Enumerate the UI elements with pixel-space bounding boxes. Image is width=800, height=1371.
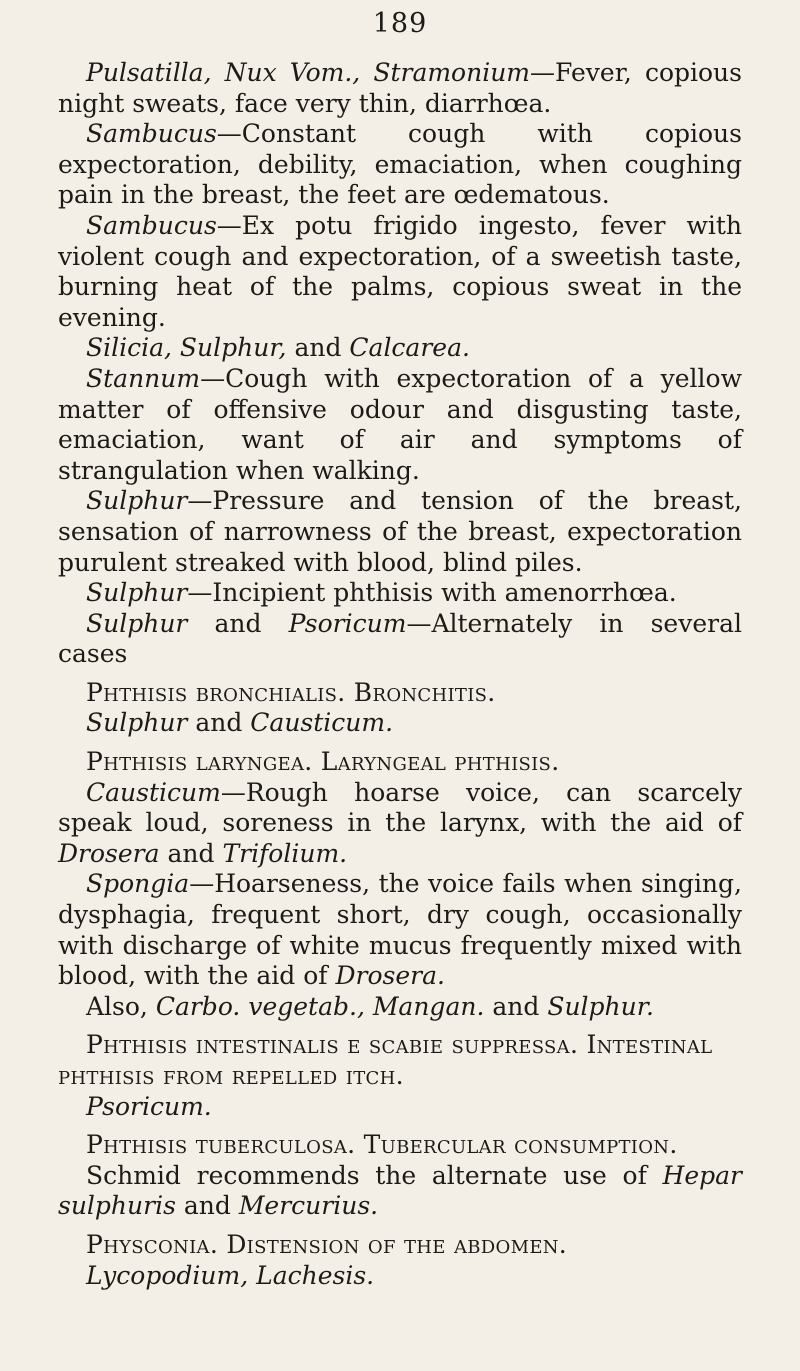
remedy-name: Causticum. (250, 708, 394, 738)
entry-text: —Cough with expectoration of a yellow matter of offensive odour and disgusting taste, emaciation, want of air and symptoms of strangulation when walking. (58, 363, 742, 485)
remedy-name: Sulphur (86, 608, 188, 638)
remedy-name: Mercurius. (238, 1191, 379, 1221)
entry-sambucus-1 (58, 119, 742, 211)
entry-sulphur-1 (58, 486, 742, 578)
section-heading-bronchitis: Phthisis bronchialis. Bronchitis. (86, 677, 496, 707)
entry-text: —Ex potu frigido ingesto, fever with violent cough and expectoration, of a sweetish taste, burning heat of the palms, copious sweat in the evening. (58, 210, 742, 332)
page-number: 189 (372, 8, 428, 39)
entry-silicia (58, 333, 742, 364)
conjunction: and (187, 708, 251, 738)
entry-text: —Constant cough with copious expectoration, debility, emaciation, when coughing pain in the breast, the feet are œdematous. (58, 119, 742, 210)
conjunction: and (175, 1191, 239, 1221)
conjunction: and (187, 608, 289, 638)
remedy-name: Sulphur (86, 708, 188, 738)
remedy-name: Calcarea. (349, 333, 470, 363)
section-heading-intestinal: Phthisis intestinalis e scabie suppressa. Intestinal phthisis from repelled itch. (58, 1030, 713, 1090)
remedy-name: Carbo. vegetab., Mangan. (155, 991, 485, 1021)
remedy-name: Psoricum (288, 608, 407, 638)
entry-pulsatilla (58, 58, 742, 119)
remedy-name: Drosera. (335, 961, 445, 991)
remedy-name: Trifolium. (222, 838, 348, 868)
entry-sulphur-psoricum (58, 609, 742, 670)
entry-text: Schmid recommends the alternate use of (86, 1160, 663, 1190)
remedy-name: Sambucus (86, 210, 217, 240)
conjunction: and (484, 991, 548, 1021)
conjunction: and (159, 838, 223, 868)
entry-sulphur-causticum (58, 708, 742, 739)
entry-text: —Incipient phthisis with amenorrhœa. (187, 578, 677, 608)
entry-spongia (58, 869, 742, 991)
entry-text: —Alternately in several cases (58, 608, 742, 669)
entry-text: —Pressure and tension of the breast, sensation of narrowness of the breast, expectoration purulent streaked with blood, blind piles. (58, 486, 742, 577)
remedy-name: Hepar sulphuris (58, 1160, 742, 1221)
remedy-name: Sulphur (86, 486, 188, 516)
entry-text: —Rough hoarse voice, can scarcely speak loud, soreness in the larynx, with the aid of (58, 777, 742, 838)
section-heading-laryngeal: Phthisis laryngea. Laryngeal phthisis. (86, 747, 560, 777)
entry-causticum (58, 778, 742, 870)
entry-also (58, 992, 742, 1023)
remedy-name: Sambucus (86, 119, 217, 149)
entry-text: —Hoarseness, the voice fails when singing, dysphagia, frequent short, dry cough, occasionally with discharge of white mucus frequently mixed with blood, with the aid of (58, 869, 742, 991)
entry-schmid (58, 1161, 742, 1222)
remedy-name: Spongia (86, 869, 190, 899)
remedy-name: Silicia, Sulphur, (86, 333, 287, 363)
entry-sambucus-2 (58, 211, 742, 333)
entry-lycopodium (58, 1261, 742, 1292)
remedy-name: Lycopodium, Lachesis. (86, 1260, 375, 1290)
remedy-name: Psoricum. (86, 1091, 212, 1121)
remedy-name: Pulsatilla, Nux Vom., Stramonium (86, 58, 531, 87)
entry-stannum (58, 364, 742, 486)
entry-psoricum (58, 1092, 742, 1123)
entry-prefix: Also, (86, 991, 156, 1021)
section-heading-physconia: Physconia. Distension of the abdomen. (86, 1229, 568, 1259)
remedy-name: Sulphur (86, 578, 188, 608)
remedy-name: Sulphur. (547, 991, 654, 1021)
entry-text: —Fever, copious night sweats, face very thin, diarrhœa. (58, 58, 742, 118)
remedy-name: Causticum (86, 777, 221, 807)
remedy-name: Drosera (58, 838, 160, 868)
entry-sulphur-2 (58, 578, 742, 609)
conjunction: and (286, 333, 350, 363)
remedy-name: Stannum (86, 363, 201, 393)
section-heading-tubercular: Phthisis tuberculosa. Tubercular consumption. (86, 1130, 678, 1160)
